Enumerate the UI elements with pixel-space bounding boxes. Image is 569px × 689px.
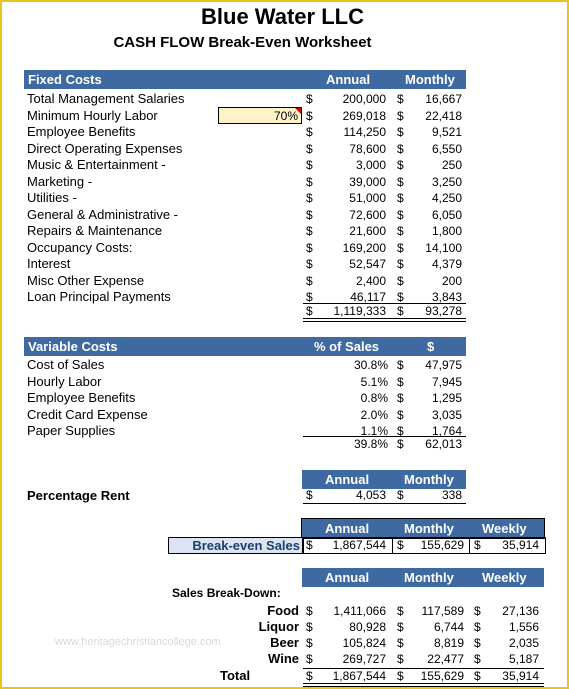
breakeven-weekly-value: 35,914 <box>502 538 539 552</box>
fixed-row-annual-dollar: $ <box>306 207 313 222</box>
fixed-row-label: Interest <box>27 256 71 271</box>
worksheet-subtitle: CASH FLOW Break-Even Worksheet <box>113 34 372 51</box>
rent-monthly-dollar: $ <box>397 488 404 502</box>
fixed-row-monthly-dollar: $ <box>397 207 404 222</box>
fixed-row-annual: 2,400 <box>355 273 386 288</box>
hourly-labor-pct-value: 70% <box>273 109 298 123</box>
fixed-row-monthly: 4,379 <box>431 257 462 271</box>
fixed-row-monthly: 250 <box>441 158 462 172</box>
fixed-row-label: Repairs & Maintenance <box>27 223 163 238</box>
breakdown-total-annual-dollar: $ <box>306 669 313 683</box>
fixed-row-annual-dollar: $ <box>306 290 313 304</box>
variable-row-pct: 2.0% <box>360 407 388 422</box>
variable-dollar-header: $ <box>427 339 435 354</box>
breakdown-header-bar <box>302 568 544 587</box>
variable-row-pct: 5.1% <box>360 374 388 389</box>
fixed-row-label: Minimum Hourly Labor <box>27 107 158 123</box>
fixed-total-annual: 1,119,333 <box>333 304 386 318</box>
breakdown-row-label: Liquor <box>258 619 299 634</box>
company-title: Blue Water LLC <box>201 4 364 29</box>
variable-row-label: Cost of Sales <box>27 357 105 372</box>
breakdown-row-annual: 269,727 <box>342 652 386 666</box>
breakdown-row-annual-dollar: $ <box>306 652 313 666</box>
breakdown-row-annual: 105,824 <box>342 636 386 650</box>
breakdown-row-weekly: 27,136 <box>502 604 539 618</box>
breakeven-header-bar <box>302 519 544 538</box>
fixed-row-annual-dollar: $ <box>306 191 313 205</box>
fixed-row-monthly-dollar: $ <box>397 158 404 172</box>
fixed-row-annual: 269,018 <box>342 108 386 123</box>
fixed-row-monthly: 1,800 <box>431 224 462 238</box>
breakeven-monthly-value: 155,629 <box>420 538 464 552</box>
fixed-row-annual: 46,117 <box>350 290 386 304</box>
fixed-row-label: Occupancy Costs: <box>27 239 133 255</box>
variable-row-amount: 7,945 <box>431 374 462 389</box>
breakdown-row-annual-dollar: $ <box>306 636 313 650</box>
fixed-row-monthly-dollar: $ <box>397 191 404 205</box>
fixed-total-double-line <box>303 318 466 322</box>
percentage-rent-label: Percentage Rent <box>27 488 130 503</box>
rent-header-bar <box>302 470 466 489</box>
breakdown-row-weekly: 5,187 <box>508 652 539 666</box>
fixed-annual-header: Annual <box>326 72 371 87</box>
breakdown-total-weekly-dollar: $ <box>474 669 481 683</box>
breakeven-annual-header: Annual <box>325 521 370 536</box>
watermark-text: www.heritagechristiancollege.com <box>55 636 221 648</box>
breakdown-row-monthly: 6,744 <box>433 620 464 634</box>
fixed-row-monthly: 22,418 <box>425 108 462 123</box>
fixed-total-annual-dollar: $ <box>306 304 313 318</box>
fixed-row-annual-dollar: $ <box>306 108 313 123</box>
breakdown-row-monthly-dollar: $ <box>397 620 404 634</box>
fixed-row-annual-dollar: $ <box>306 141 313 156</box>
variable-total-dollar: $ <box>397 437 404 451</box>
fixed-row-annual-dollar: $ <box>306 240 313 255</box>
breakdown-total-label: Total <box>220 668 251 683</box>
variable-total-pct: 39.8% <box>353 437 388 451</box>
fixed-row-label: Loan Principal Payments <box>27 289 171 304</box>
breakdown-total-monthly: 155,629 <box>420 669 464 683</box>
fixed-row-monthly: 4,250 <box>431 191 462 205</box>
fixed-row-annual: 78,600 <box>349 141 386 156</box>
breakdown-weekly-header: Weekly <box>482 570 527 585</box>
hourly-labor-pct-cell[interactable] <box>218 107 302 124</box>
fixed-row-monthly-dollar: $ <box>397 108 404 123</box>
fixed-row-monthly: 6,550 <box>431 141 462 156</box>
variable-row-dollar: $ <box>397 424 404 438</box>
fixed-row-monthly: 3,250 <box>431 174 462 189</box>
fixed-total-monthly: 93,278 <box>425 304 462 318</box>
fixed-row-label: Utilities - <box>27 190 77 205</box>
fixed-row-label: Music & Entertainment - <box>27 157 166 172</box>
breakdown-row-monthly: 117,589 <box>421 604 464 618</box>
breakeven-annual-dollar: $ <box>306 538 313 552</box>
fixed-row-monthly-dollar: $ <box>397 141 404 156</box>
breakdown-row-annual: 1,411,066 <box>333 604 386 618</box>
fixed-row-monthly-dollar: $ <box>397 290 404 304</box>
fixed-row-annual: 21,600 <box>349 224 386 238</box>
breakdown-row-label: Beer <box>270 635 299 650</box>
fixed-row-annual-dollar: $ <box>306 174 313 189</box>
breakdown-row-weekly: 2,035 <box>508 636 539 650</box>
variable-row-pct: 1.1% <box>360 424 388 438</box>
fixed-row-annual: 114,250 <box>343 125 386 139</box>
variable-row-dollar: $ <box>397 374 404 389</box>
variable-row-label: Paper Supplies <box>27 423 116 438</box>
breakeven-label-cell <box>168 537 304 554</box>
fixed-row-annual: 200,000 <box>342 92 386 106</box>
breakdown-total-monthly-dollar: $ <box>397 669 404 683</box>
fixed-row-annual-dollar: $ <box>306 224 313 238</box>
breakdown-row-weekly-dollar: $ <box>474 652 481 666</box>
breakdown-row-annual: 80,928 <box>349 620 386 634</box>
breakdown-row-weekly-dollar: $ <box>474 620 481 634</box>
variable-row-amount: 3,035 <box>431 407 462 422</box>
sales-breakdown-title: Sales Break-Down: <box>172 586 281 600</box>
breakdown-row-label: Wine <box>268 651 299 666</box>
variable-row-amount: 1,295 <box>431 391 462 405</box>
fixed-row-label: Employee Benefits <box>27 124 136 139</box>
rent-monthly-value: 338 <box>441 488 462 502</box>
fixed-row-annual-dollar: $ <box>306 158 313 172</box>
fixed-monthly-header: Monthly <box>405 72 455 87</box>
fixed-row-annual-dollar: $ <box>306 92 313 106</box>
breakdown-total-weekly: 35,914 <box>502 669 539 683</box>
fixed-row-annual-dollar: $ <box>306 125 313 139</box>
fixed-row-monthly-dollar: $ <box>397 240 404 255</box>
rent-underline <box>303 503 466 504</box>
fixed-row-monthly-dollar: $ <box>397 125 404 139</box>
comment-marker-icon <box>295 108 301 114</box>
breakeven-annual-value: 1,867,544 <box>332 538 386 552</box>
fixed-row-monthly: 200 <box>441 273 462 288</box>
variable-row-label: Hourly Labor <box>27 373 102 389</box>
breakdown-row-monthly: 22,477 <box>427 652 464 666</box>
fixed-row-monthly: 16,667 <box>425 92 462 106</box>
breakdown-row-annual-dollar: $ <box>306 620 313 634</box>
variable-row-label: Employee Benefits <box>27 390 136 405</box>
fixed-row-label: General & Administrative - <box>27 206 179 222</box>
fixed-row-annual: 3,000 <box>355 158 386 172</box>
fixed-row-annual: 72,600 <box>349 207 386 222</box>
variable-row-amount: 1,764 <box>431 424 462 438</box>
breakdown-row-weekly: 1,556 <box>508 620 539 634</box>
fixed-row-monthly: 6,050 <box>431 207 462 222</box>
breakeven-weekly-dollar: $ <box>474 538 481 552</box>
breakdown-total-annual: 1,867,544 <box>332 669 386 683</box>
variable-row-dollar: $ <box>397 407 404 422</box>
breakdown-row-weekly-dollar: $ <box>474 604 481 618</box>
variable-pct-header: % of Sales <box>314 339 380 354</box>
breakdown-row-monthly-dollar: $ <box>397 636 404 650</box>
variable-row-label: Credit Card Expense <box>27 406 148 422</box>
fixed-costs-header-bar <box>24 70 466 89</box>
breakdown-row-monthly-dollar: $ <box>397 604 404 618</box>
breakdown-monthly-header: Monthly <box>404 570 454 585</box>
fixed-row-monthly: 3,843 <box>431 290 462 304</box>
fixed-row-annual: 39,000 <box>349 174 386 189</box>
breakeven-monthly-header: Monthly <box>404 521 454 536</box>
fixed-row-annual: 169,200 <box>342 240 386 255</box>
fixed-row-label: Misc Other Expense <box>27 272 145 288</box>
rent-monthly-header: Monthly <box>404 472 454 487</box>
variable-costs-header-bar <box>24 337 466 356</box>
variable-costs-header: Variable Costs <box>28 339 118 354</box>
fixed-row-label: Direct Operating Expenses <box>27 140 183 156</box>
fixed-row-annual-dollar: $ <box>306 257 313 271</box>
fixed-row-monthly: 14,100 <box>425 240 462 255</box>
breakeven-weekly-header: Weekly <box>482 521 527 536</box>
breakdown-row-weekly-dollar: $ <box>474 636 481 650</box>
variable-row-pct: 30.8% <box>353 358 388 372</box>
breakdown-row-annual-dollar: $ <box>306 604 313 618</box>
variable-row-amount: 47,975 <box>425 358 462 372</box>
fixed-row-monthly-dollar: $ <box>397 257 404 271</box>
fixed-row-monthly-dollar: $ <box>397 273 404 288</box>
fixed-row-monthly-dollar: $ <box>397 92 404 106</box>
breakeven-monthly-dollar: $ <box>397 538 404 552</box>
rent-annual-value: 4,053 <box>355 488 386 502</box>
fixed-row-label: Total Management Salaries <box>27 91 185 106</box>
rent-annual-header: Annual <box>325 472 370 487</box>
fixed-row-monthly-dollar: $ <box>397 224 404 238</box>
variable-row-dollar: $ <box>397 358 404 372</box>
breakeven-sales-label: Break-even Sales <box>192 538 300 553</box>
fixed-costs-header: Fixed Costs <box>28 72 102 87</box>
fixed-row-label: Marketing - <box>27 173 93 189</box>
variable-total-amount: 62,013 <box>425 437 462 451</box>
variable-row-pct: 0.8% <box>360 391 388 405</box>
fixed-row-annual: 52,547 <box>349 257 386 271</box>
fixed-row-monthly: 9,521 <box>431 125 462 139</box>
fixed-row-annual-dollar: $ <box>306 273 313 288</box>
breakdown-annual-header: Annual <box>325 570 370 585</box>
variable-row-dollar: $ <box>397 391 404 405</box>
breakdown-total-double-line <box>303 683 544 687</box>
fixed-row-annual: 51,000 <box>349 191 386 205</box>
breakdown-row-monthly: 8,819 <box>433 636 464 650</box>
breakdown-row-monthly-dollar: $ <box>397 652 404 666</box>
rent-annual-dollar: $ <box>306 488 313 502</box>
fixed-total-monthly-dollar: $ <box>397 304 404 318</box>
breakdown-row-label: Food <box>267 603 299 618</box>
fixed-row-monthly-dollar: $ <box>397 174 404 189</box>
